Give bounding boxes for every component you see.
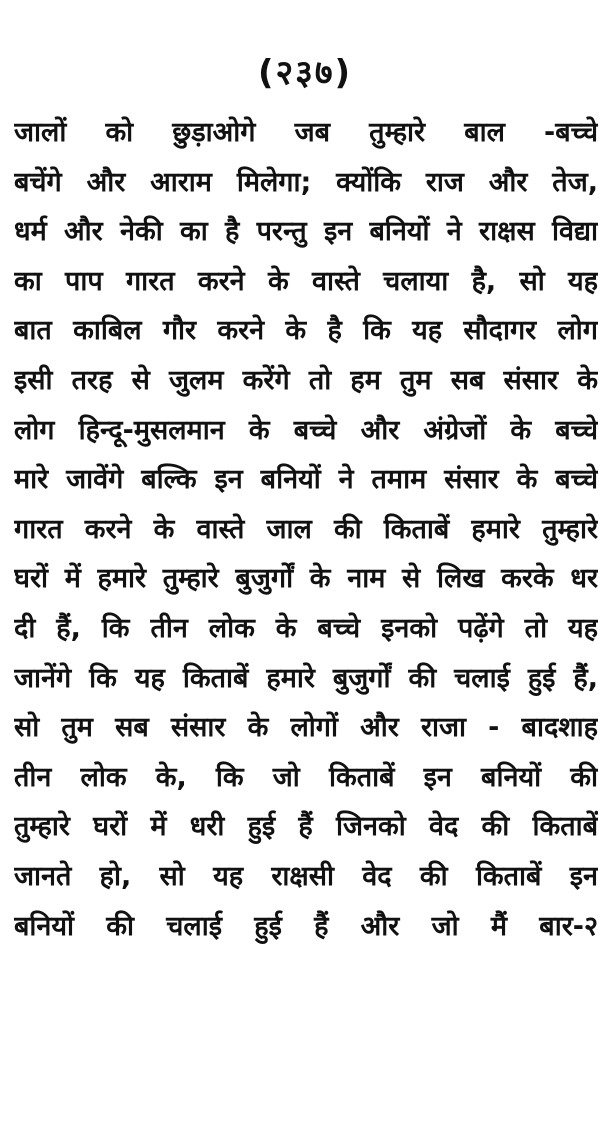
text-line-4: का पाप गारत करने के वास्ते चलाया है, सो यह — [14, 265, 598, 297]
text-line-15: तुम्हारे घरों में धरी हुई हैं जिनको वेद की किताबें — [14, 811, 598, 843]
text-line-17: बनियों की चलाई हुई हैं और जो मैं बार-२ — [14, 910, 598, 942]
text-body — [14, 108, 598, 951]
text-line-5: बात काबिल गौर करने के है कि यह सौदागर लोग — [14, 315, 598, 347]
text-line-2: बचेंगे और आराम मिलेगा; क्योंकि राज और तेज, — [14, 166, 598, 198]
text-line-3: धर्म और नेकी का है परन्तु इन बनियों ने राक्षस विद्या — [14, 216, 598, 248]
text-line-7: लोग हिन्दू-मुसलमान के बच्चे और अंग्रेजों के बच्चे — [14, 414, 598, 446]
text-line-1: जालों को छुड़ाओगे जब तुम्हारे बाल -बच्चे — [14, 117, 598, 148]
text-line-8: मारे जावेंगे बल्कि इन बनियों ने तमाम संसार के बच्चे — [14, 464, 598, 496]
text-line-16: जानते हो, सो यह राक्षसी वेद की किताबें इन — [14, 860, 598, 892]
text-line-12: जानेंगे कि यह किताबें हमारे बुजुर्गों की चलाई हुई हैं, — [14, 662, 598, 694]
text-line-6: इसी तरह से जुलम करेंगे तो हम तुम सब संसार के — [14, 364, 598, 396]
text-line-9: गारत करने के वास्ते जाल की किताबें हमारे तुम्हारे — [14, 513, 598, 545]
text-line-11: दी हैं, कि तीन लोक के बच्चे इनको पढ़ेंगे तो यह — [14, 612, 598, 644]
text-line-14: तीन लोक के, कि जो किताबें इन बनियों की — [14, 761, 598, 793]
text-line-13: सो तुम सब संसार के लोगों और राजा - बादशाह — [14, 712, 598, 744]
page-number: (२३७) — [257, 53, 353, 93]
text-line-10: घरों में हमारे तुम्हारे बुजुर्गों के नाम से लिख करके धर — [14, 563, 598, 595]
